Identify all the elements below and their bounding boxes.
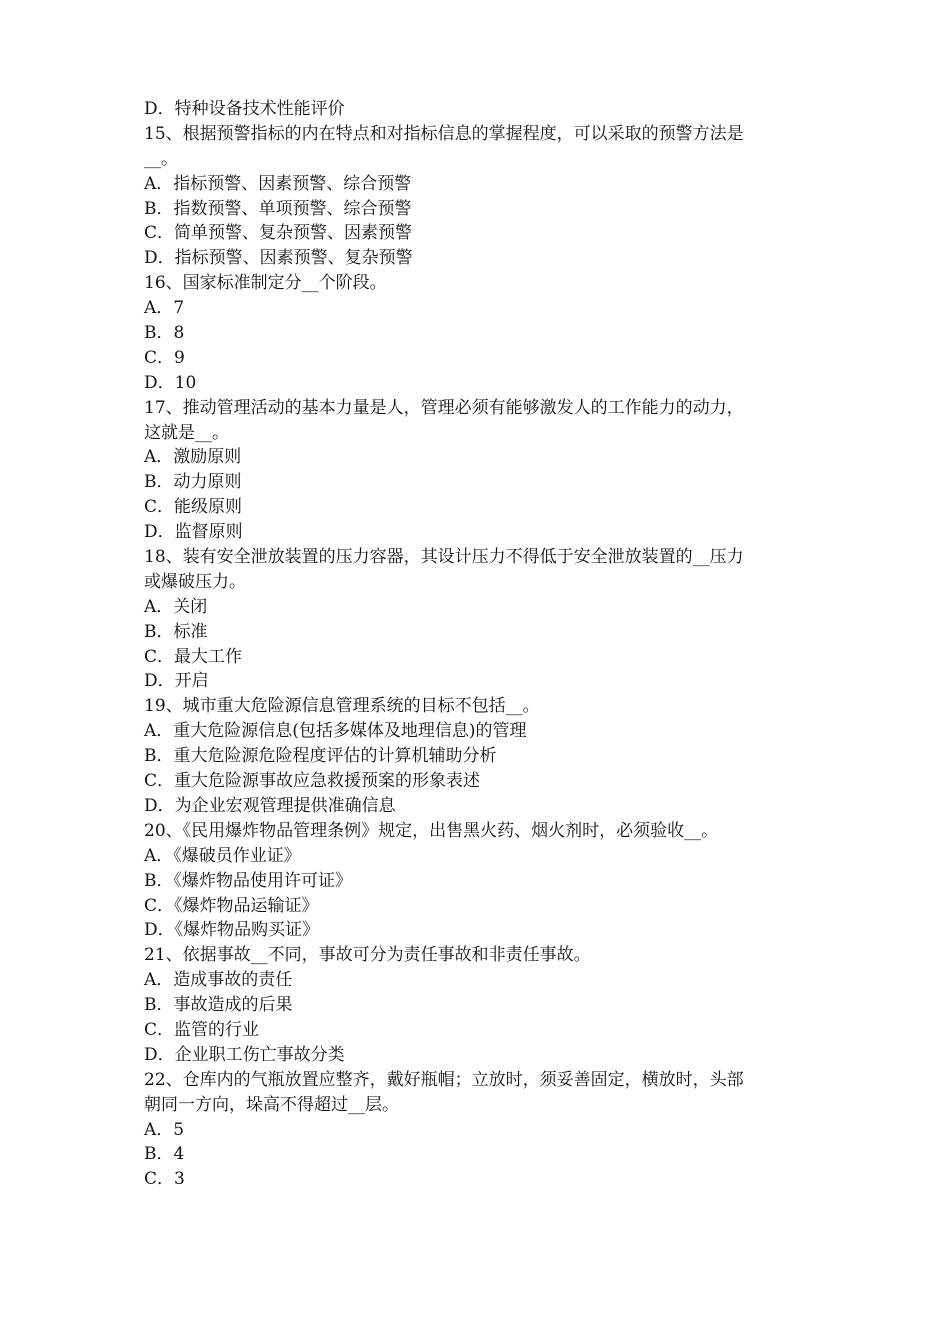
q16-option-a: A．7: [144, 298, 185, 319]
q18-stem-line-1: 18、装有安全泄放装置的压力容器，其设计压力不得低于安全泄放装置的__压力: [144, 547, 744, 568]
q18-option-c: C．最大工作: [144, 646, 243, 667]
q19-option-a: A．重大危险源信息(包括多媒体及地理信息)的管理: [144, 721, 527, 742]
q17-stem-line-2: 这就是__。: [144, 422, 229, 443]
q15-option-d: D．指标预警、因素预警、复杂预警: [144, 248, 413, 269]
q16-option-c: C．9: [144, 347, 185, 368]
q14-option-d: D．特种设备技术性能评价: [144, 99, 345, 119]
q20-stem: 20、《民用爆炸物品管理条例》规定，出售黑火药、烟火剂时，必须验收__。: [144, 820, 719, 841]
q15-option-c: C．简单预警、复杂预警、因素预警: [144, 223, 413, 244]
q18-option-a: A．关闭: [144, 596, 208, 617]
q16-option-b: B．8: [144, 323, 185, 344]
q20-option-d: D．《爆炸物品购买证》: [144, 920, 320, 941]
q17-option-d: D．监督原则: [144, 522, 243, 543]
document-page: [144, 97, 824, 1192]
q18-stem-line-2: 或爆破压力。: [144, 571, 246, 592]
q15-stem-line-2: __。: [144, 148, 178, 169]
q22-stem-line-2: 朝同一方向，垛高不得超过__层。: [144, 1094, 399, 1115]
q17-option-b: B．动力原则: [144, 472, 242, 493]
q17-stem-line-1: 17、推动管理活动的基本力量是人，管理必须有能够激发人的工作能力的动力，: [144, 397, 744, 418]
q19-option-b: B．重大危险源危险程度评估的计算机辅助分析: [144, 746, 497, 767]
q21-option-a: A．造成事故的责任: [144, 970, 293, 991]
q15-option-a: A．指标预警、因素预警、综合预警: [144, 173, 412, 194]
q16-stem: 16、国家标准制定分__个阶段。: [144, 273, 387, 294]
q20-option-a: A．《爆破员作业证》: [144, 845, 301, 866]
q22-stem-line-1: 22、仓库内的气瓶放置应整齐，戴好瓶帽；立放时，须妥善固定，横放时，头部: [144, 1069, 744, 1090]
q18-option-b: B．标准: [144, 621, 208, 642]
q22-option-b: B．4: [144, 1144, 185, 1165]
q17-option-c: C．能级原则: [144, 497, 243, 518]
q15-stem-line-1: 15、根据预警指标的内在特点和对指标信息的掌握程度，可以采取的预警方法是: [144, 123, 744, 144]
q20-option-c: C．《爆炸物品运输证》: [144, 895, 319, 916]
q18-option-d: D．开启: [144, 671, 209, 692]
q22-option-a: A．5: [144, 1119, 185, 1140]
q15-option-b: B．指数预警、单项预警、综合预警: [144, 198, 412, 219]
q16-option-d: D．10: [144, 372, 197, 393]
q21-stem: 21、依据事故__不同，事故可分为责任事故和非责任事故。: [144, 945, 591, 966]
q22-option-c: C．3: [144, 1169, 185, 1190]
q21-option-d: D．企业职工伤亡事故分类: [144, 1044, 345, 1065]
q19-stem: 19、城市重大危险源信息管理系统的目标不包括__。: [144, 696, 540, 717]
q17-option-a: A．激励原则: [144, 447, 242, 468]
q19-option-c: C．重大危险源事故应急救援预案的形象表述: [144, 771, 481, 792]
q21-option-c: C．监管的行业: [144, 1019, 260, 1040]
q20-option-b: B．《爆炸物品使用许可证》: [144, 870, 352, 891]
q21-option-b: B．事故造成的后果: [144, 995, 293, 1016]
q19-option-d: D．为企业宏观管理提供准确信息: [144, 795, 396, 816]
